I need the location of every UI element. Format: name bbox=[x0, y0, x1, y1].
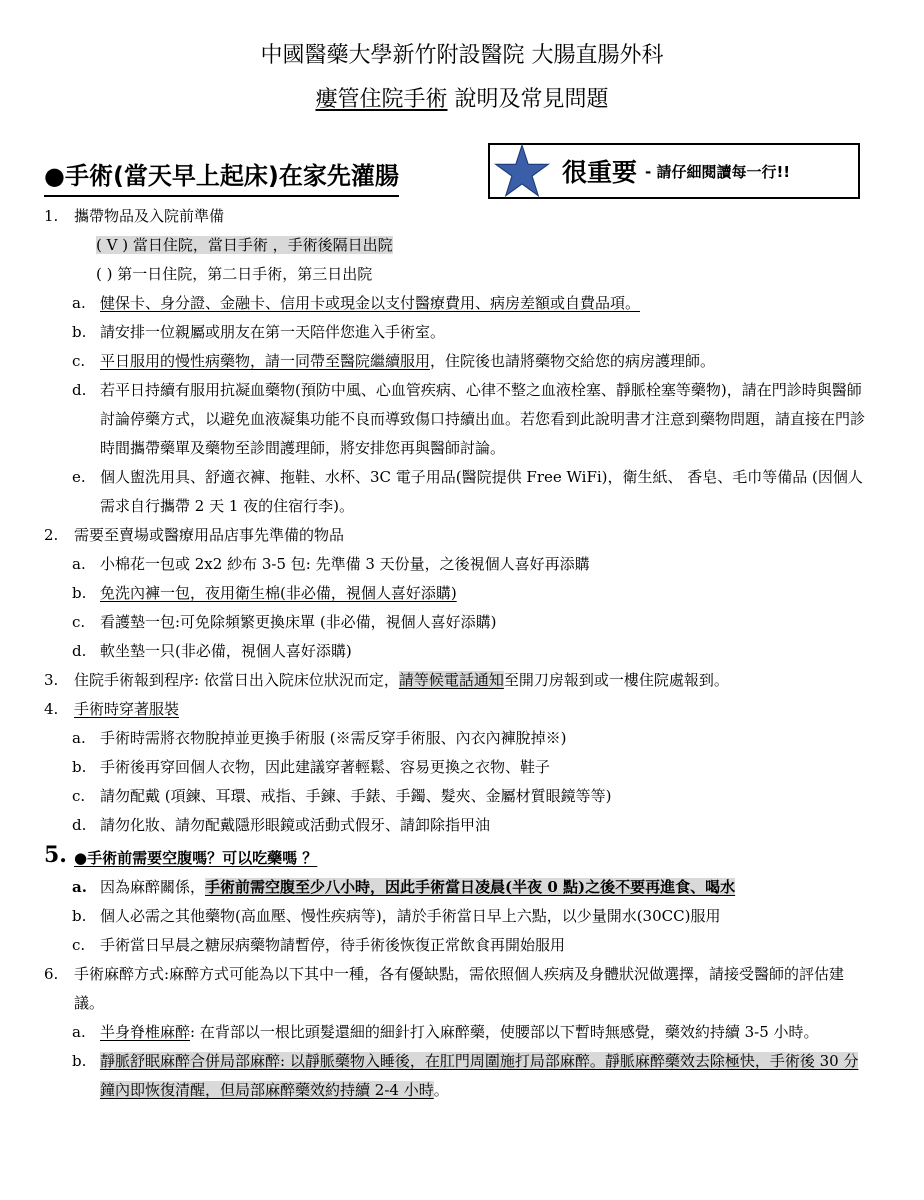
item-letter: c. bbox=[72, 787, 86, 805]
item-4a bbox=[44, 724, 872, 753]
item-letter: a. bbox=[72, 878, 87, 896]
item-letter: b. bbox=[72, 323, 87, 341]
item-1d bbox=[44, 376, 872, 463]
item-text: 住院手術報到程序: 依當日出入院床位狀況而定， bbox=[74, 671, 399, 689]
item-text: 手術當日早晨之糖尿病藥物請暫停，待手術後恢復正常飲食再開始服用 bbox=[100, 936, 566, 954]
item-letter: d. bbox=[72, 642, 87, 660]
item-text: 因為麻醉關係， bbox=[100, 878, 206, 896]
item-number: 3. bbox=[44, 671, 59, 689]
item-letter: c. bbox=[72, 613, 86, 631]
item-4 bbox=[44, 695, 872, 724]
item-text: 需要至賣場或醫療用品店事先準備的物品 bbox=[74, 526, 345, 544]
item-text: 免洗內褲一包，夜用衛生棉(非必備，視個人喜好添購) bbox=[100, 584, 457, 602]
item-letter: b. bbox=[72, 907, 87, 925]
item-1a bbox=[44, 289, 872, 318]
item-text: : 在背部以一根比頭髮還細的細針打入麻醉藥，使腰部以下暫時無感覺，藥效約持續 3-5 小時。 bbox=[190, 1023, 819, 1041]
item-2d bbox=[44, 637, 872, 666]
item-text: 手術時穿著服裝 bbox=[74, 700, 180, 718]
section-heading: ●手術(當天早上起床)在家先灌腸 bbox=[44, 156, 399, 197]
important-notice-box bbox=[488, 143, 860, 199]
subtitle-rest: 說明及常見問題 bbox=[447, 87, 609, 112]
item-text: 請勿配戴 (項鍊、耳環、戒指、手鍊、手錶、手鐲、髮夾、金屬材質眼鏡等等) bbox=[100, 787, 612, 805]
item-number: 6. bbox=[44, 965, 59, 983]
item-number: 4. bbox=[44, 700, 59, 718]
item-number: 2. bbox=[44, 526, 59, 544]
star-icon bbox=[494, 143, 550, 199]
item-text: 請安排一位親屬或朋友在第一天陪伴您進入手術室。 bbox=[100, 323, 446, 341]
item-6 bbox=[44, 960, 872, 1018]
item-number: 1. bbox=[44, 207, 59, 225]
option-same-day bbox=[44, 231, 872, 260]
item-text-underlined: 平日服用的慢性病藥物，請一同帶至醫院繼續服用 bbox=[100, 352, 431, 370]
item-text: 健保卡、身分證、金融卡、信用卡或現金以支付醫療費用、病房差額或自費品項。 bbox=[100, 294, 641, 312]
item-letter: a. bbox=[72, 294, 86, 312]
item-text: 小棉花一包或 2x2 紗布 3-5 包: 先準備 3 天份量，之後視個人喜好再添購 bbox=[100, 555, 590, 573]
item-2a bbox=[44, 550, 872, 579]
item-number: 5. bbox=[44, 842, 67, 868]
item-5a bbox=[44, 873, 872, 902]
item-4d bbox=[44, 811, 872, 840]
item-5c bbox=[44, 931, 872, 960]
item-text: ，住院後也請將藥物交給您的病房護理師。 bbox=[430, 352, 716, 370]
item-5b bbox=[44, 902, 872, 931]
document-title: 中國醫藥大學新竹附設醫院 大腸直腸外科 bbox=[260, 43, 664, 68]
item-text: 至開刀房報到或一樓住院處報到。 bbox=[503, 671, 729, 689]
item-1c bbox=[44, 347, 872, 376]
item-1b bbox=[44, 318, 872, 347]
item-text-underlined: 半身脊椎麻醉 bbox=[100, 1023, 191, 1041]
item-2c bbox=[44, 608, 872, 637]
item-letter: b. bbox=[72, 1052, 87, 1070]
item-text: 手術時需將衣物脫掉並更換手術服 (※需反穿手術服、內衣內褲脫掉※) bbox=[100, 729, 567, 747]
item-letter: b. bbox=[72, 758, 87, 776]
item-6b bbox=[44, 1047, 872, 1105]
item-letter: a. bbox=[72, 1023, 86, 1041]
item-text-highlighted: 請等候電話通知 bbox=[398, 671, 504, 689]
document-subtitle bbox=[0, 82, 924, 113]
item-1 bbox=[44, 202, 872, 231]
item-text: 請勿化妝、請勿配戴隱形眼鏡或活動式假牙、請卸除指甲油 bbox=[100, 816, 491, 834]
item-2 bbox=[44, 521, 872, 550]
item-letter: e. bbox=[72, 468, 86, 486]
item-5 bbox=[44, 844, 872, 873]
instruction-list bbox=[44, 202, 872, 1105]
item-letter: a. bbox=[72, 729, 86, 747]
item-letter: a. bbox=[72, 555, 86, 573]
item-text: 軟坐墊一只(非必備，視個人喜好添購) bbox=[100, 642, 352, 660]
item-text: 個人必需之其他藥物(高血壓、慢性疾病等)，請於手術當日早上六點，以少量開水(30CC)服用 bbox=[100, 907, 721, 925]
item-3 bbox=[44, 666, 872, 695]
item-2b bbox=[44, 579, 872, 608]
item-1e bbox=[44, 463, 872, 521]
item-letter: d. bbox=[72, 381, 87, 399]
item-letter: c. bbox=[72, 936, 86, 954]
item-text: ●手術前需要空腹嗎？可以吃藥嗎 ？ bbox=[74, 849, 318, 867]
item-4b bbox=[44, 753, 872, 782]
item-6a bbox=[44, 1018, 872, 1047]
item-text-highlighted: 手術前需空腹至少八小時，因此手術當日凌晨(半夜 0 點)之後不要再進食、喝水 bbox=[205, 878, 736, 896]
option-three-day: ( ) 第一日住院，第二日手術，第三日出院 bbox=[96, 265, 373, 283]
item-text: 攜帶物品及入院前準備 bbox=[74, 207, 225, 225]
item-text: 看護墊一包:可免除頻繁更換床單 (非必備，視個人喜好添購) bbox=[100, 613, 497, 631]
important-label: 很重要 bbox=[562, 158, 638, 187]
item-letter: d. bbox=[72, 816, 87, 834]
subtitle-underlined: 瘻管住院手術 bbox=[315, 87, 448, 112]
option-text: ( V ) 當日住院，當日手術 ，手術後隔日出院 bbox=[96, 236, 393, 254]
item-text-highlighted: 靜脈舒眠麻醉合併局部麻醉: 以靜脈藥物入睡後，在肛門周圍施打局部麻醉。靜脈麻醉藥效去除極快，手術後 30 分鐘內即恢復清醒，但局部麻醉藥效約持續 2-4 小時 bbox=[100, 1052, 859, 1099]
item-4c bbox=[44, 782, 872, 811]
item-text: 若平日持續有服用抗凝血藥物(預防中風、心血管疾病、心律不整之血液栓塞、靜脈栓塞等藥物)，請在門診時與醫師討論停藥方式，以避免血液凝集功能不良而導致傷口持續出血。若您看到此說明書才注意到藥物問題，請直接在門診時間攜帶藥單及藥物至診間護理師，將安排您再與醫師討論。 bbox=[100, 381, 866, 457]
item-text: 個人盥洗用具、舒適衣褲、拖鞋、水杯、3C 電子用品(醫院提供 Free WiFi)，衛生紙、 香皂、毛巾等備品 (因個人需求自行攜帶 2 天 1 夜的住宿行李)。 bbox=[100, 468, 863, 515]
item-letter: c. bbox=[72, 352, 86, 370]
important-note: - 請仔細閱讀每一行!! bbox=[645, 162, 791, 181]
item-letter: b. bbox=[72, 584, 87, 602]
item-text: 。 bbox=[433, 1081, 449, 1099]
item-text: 手術後再穿回個人衣物，因此建議穿著輕鬆、容易更換之衣物、鞋子 bbox=[100, 758, 551, 776]
item-text: 手術麻醉方式:麻醉方式可能為以下其中一種，各有優缺點，需依照個人疾病及身體狀況做選擇，請接受醫師的評估建議。 bbox=[74, 965, 845, 1012]
